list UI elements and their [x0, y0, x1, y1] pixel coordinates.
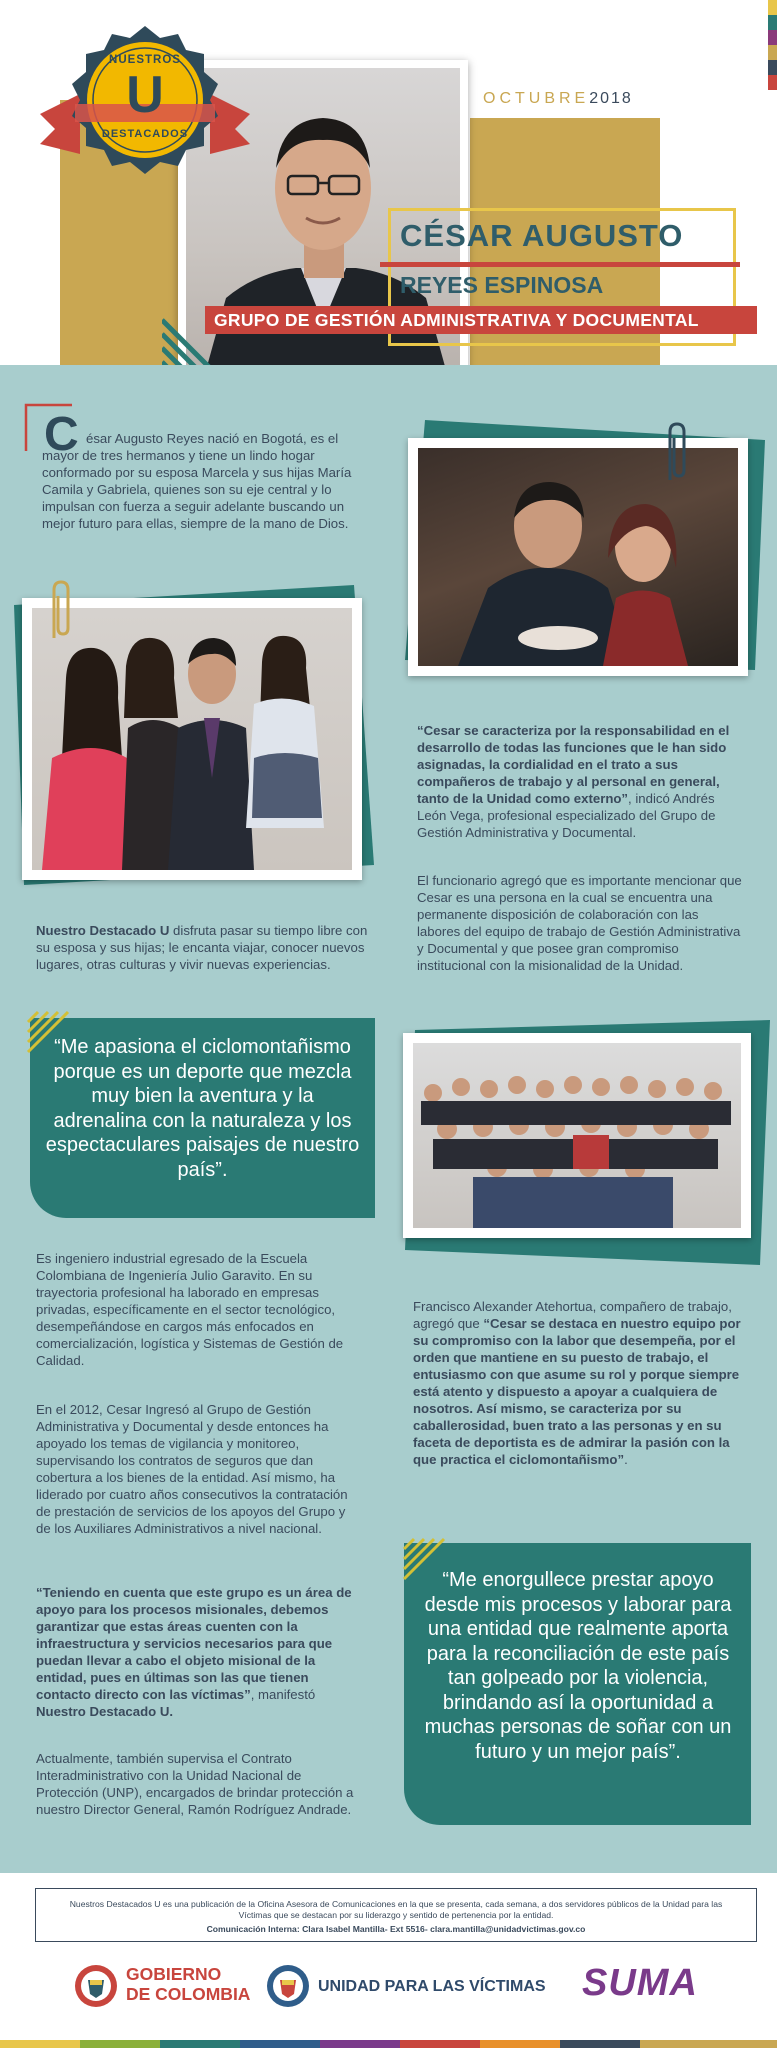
footer-line1: Nuestros Destacados U es una publicación de la Oficina Asesora de Comunicaciones en la que se presenta, cada semana, a dos servidores públicos de la Unidad para las Víctimas que se destacan por su liderazgo y sentido de pertenencia por la entidad. — [69, 1899, 723, 1920]
footer-info-box — [35, 1888, 757, 1942]
edition-year: 2018 — [589, 90, 633, 107]
badge-letter: U — [126, 66, 164, 124]
testimony1-paragraph2: El funcionario agregó que es importante mencionar que Cesar es una persona en la cual se encuentra una permanente disposición de colaboración con las labores del equipo de trabajo de Gestión Administrativa y Documental y que posee gran compromiso institucional con la misionalidad de la Unidad. — [417, 873, 742, 973]
testimony2-end: . — [624, 1452, 628, 1467]
edition-date — [483, 90, 633, 108]
scallop-edge — [0, 355, 777, 375]
name-divider — [380, 262, 740, 267]
logo-suma: SUMA — [582, 1962, 698, 2004]
badge-top-text: NUESTROS — [109, 54, 181, 66]
testimony1-paragraph — [417, 722, 742, 841]
testimony2-paragraph — [413, 1298, 743, 1468]
team-photo — [413, 1043, 741, 1228]
logo-gobierno — [126, 1964, 250, 2004]
person-name-line1: CÉSAR AUGUSTO — [400, 218, 684, 253]
testimony1-strong: “Cesar se caracteriza por la responsabilidad en el desarrollo de todas las funciones que le han sido asignadas, la cordialidad en el trato a sus compañeros de trabajo y al personal en general, tanto de la Unidad como externo” — [417, 723, 730, 806]
paperclip-icon — [660, 420, 690, 490]
logo-gobierno-line2: DE COLOMBIA — [126, 1984, 251, 2004]
group-name: GRUPO DE GESTIÓN ADMINISTRATIVA Y DOCUMENTAL — [214, 310, 699, 330]
color-strip — [768, 0, 777, 90]
career-end: Nuestro Destacado U. — [36, 1704, 174, 1719]
couple-photo-frame — [408, 438, 748, 676]
logo-unidad: UNIDAD PARA LAS VÍCTIMAS — [318, 1978, 546, 1995]
family-text: disfruta pasar su tiempo libre con su esposa y sus hijas; le encanta viajar, conocer nuevos lugares, otras culturas y vivir nuevas experiencias. — [36, 923, 368, 972]
team-photo-frame — [403, 1033, 751, 1238]
family-paragraph — [36, 922, 371, 973]
career-mid: , manifestó — [250, 1687, 316, 1702]
intro-paragraph: ésar Augusto Reyes nació en Bogotá, es el mayor de tres hermanos y tiene un lindo hogar conformado por su esposa Marcela y sus hijas María Camila y Gabriela, quienes son su eje central y lo impulsan con fuerza a seguir adelante buscando un mejor futuro para ellas, siempre de la mano de Dios. — [42, 431, 352, 531]
edition-month: OCTUBRE — [483, 90, 590, 107]
couple-photo — [418, 448, 738, 666]
unidad-seal-icon — [266, 1964, 310, 2008]
dropcap: C — [44, 408, 79, 461]
career-paragraph4: Actualmente, también supervisa el Contrato Interadministrativo con la Unidad Nacional de Protección (UNP), encargados de brindar protección a nuestro Director General, Ramón Rodríguez Andrade. — [36, 1751, 354, 1817]
family-strong: Nuestro Destacado U — [36, 923, 170, 938]
career-paragraph3 — [36, 1584, 358, 1720]
quote1-text: “Me apasiona el ciclomontañismo porque es un deporte que mezcla muy bien la aventura y la adrenalina con la naturaleza y los espectaculares paisajes de nuestro país”. — [45, 1036, 360, 1181]
footer-line2: Comunicación Interna: Clara Isabel Mantilla- Ext 5516- clara.mantilla@unidadvictimas.gov.co — [206, 1924, 586, 1934]
testimony1-rest: , indicó Andrés León Vega, profesional especializado del Grupo de Gestión Administrativa y Documental. — [417, 791, 716, 840]
testimony2-intro: Francisco Alexander Atehortua, compañero de trabajo, agregó que — [413, 1299, 732, 1331]
career-strong: “Teniendo en cuenta que este grupo es un área de apoyo para los procesos misionales, debemos garantizar que estas áreas cuenten con la infraestructura y servicios necesarios para que puedan llevar a cabo el objeto misional de la entidad, pues en últimas son las que tienen contacto directo con las víctimas” — [36, 1585, 352, 1702]
badge-bottom-text: DESTACADOS — [101, 128, 189, 140]
career-paragraph1: Es ingeniero industrial egresado de la Escuela Colombiana de Ingeniería Julio Garavito. En su trayectoria profesional ha laborado en empresas privadas, específicamente en el sector tecnológico, desempeñándose en cargos más enfocados en comercialización, logística y Sistemas de Gestión de Calidad. — [36, 1251, 344, 1368]
person-name-line2: REYES ESPINOSA — [400, 272, 604, 298]
family-photo — [32, 608, 352, 870]
quote2-text: “Me enorgullece prestar apoyo desde mis procesos y laborar para una entidad que realmente aporta para la reconciliación de este país tan golpeado por la violencia, brindando así la oportunidad a muchas personas de soñar con un futuro y un mejor país”. — [424, 1569, 732, 1763]
testimony2-strong: “Cesar se destaca en nuestro equipo por su compromiso con la labor que desempeña, por el orden que mantiene en su puesto de trabajo, el entusiasmo con que asume su rol y porque siempre está atento y dispuesto a apoyar a cualquiera de nosotros. Así mismo, se caracteriza por su caballerosidad, buen trato a las personas y en su faceta de deportista es de admirar la pasión con la que practica el ciclomontañismo” — [413, 1316, 741, 1467]
logo-gobierno-line1: GOBIERNO — [126, 1964, 222, 1984]
career-paragraph2: En el 2012, Cesar Ingresó al Grupo de Gestión Administrativa y Documental y desde entonces ha apoyado los temas de vigilancia y monitoreo, supervisando los contratos de seguros que dan cobertura a los bienes de la entidad. Así mismo, ha liderado por cuatro años consecutivos la contratación de prestación de servicios de los apoyos del Grupo y de los Auxiliares Administrativos a nivel nacional. — [36, 1402, 348, 1536]
paperclip-icon — [44, 578, 74, 648]
colombia-seal-icon — [74, 1964, 118, 2008]
bottom-color-bar — [0, 2040, 777, 2048]
